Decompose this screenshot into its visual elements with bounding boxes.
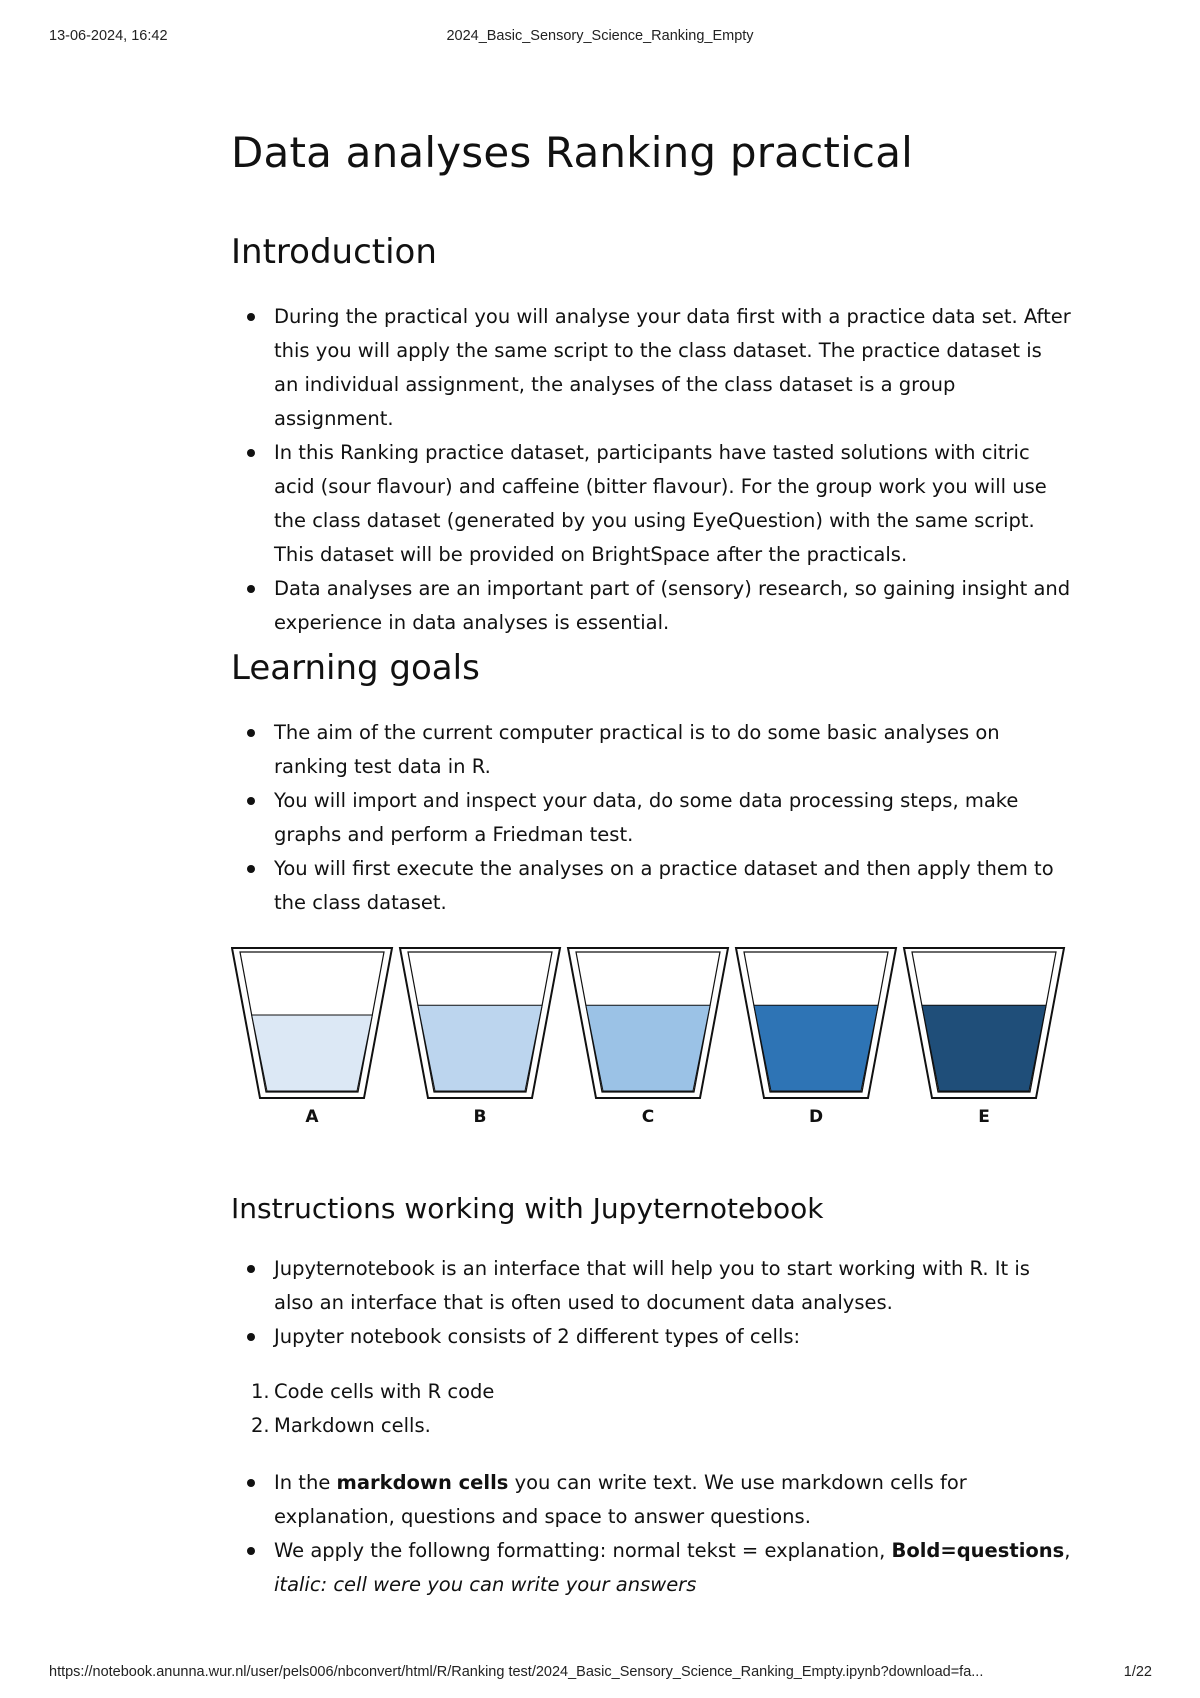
- cup-label: C: [641, 1107, 655, 1127]
- list-item: You will import and inspect your data, do some data processing steps, make graphs and perform a Friedman test.: [231, 784, 1071, 852]
- cup-liquid: [922, 1005, 1046, 1091]
- list-item: [231, 1409, 1071, 1443]
- page-number: 1/22: [1123, 1664, 1152, 1680]
- print-url: https://notebook.anunna.wur.nl/user/pels006/nbconvert/html/R/Ranking test/2024_Basic_Sensory_Science_Ranking_Empty.ipynb?download=fa...: [49, 1664, 984, 1680]
- list-item: In this Ranking practice dataset, participants have tasted solutions with citric acid (sour flavour) and caffeine (bitter flavour). For the group work you will use the class dataset (generated by you using EyeQuestion) with the same script. This dataset will be provided on BrightSpace after the practicals.: [231, 436, 1071, 572]
- cell-types-list: [231, 1375, 1071, 1443]
- cup-label: B: [473, 1107, 487, 1127]
- list-item: [231, 1466, 1071, 1534]
- list-item-text: Code cells with R code: [274, 1380, 495, 1403]
- list-number: 2.: [251, 1414, 270, 1437]
- introduction-heading: Introduction: [231, 232, 437, 272]
- list-item-text: Markdown cells.: [274, 1414, 431, 1437]
- page-title: Data analyses Ranking practical: [231, 128, 914, 177]
- cup-b: [400, 948, 560, 1127]
- cup-c: [568, 948, 728, 1127]
- cup-liquid: [418, 1005, 542, 1091]
- introduction-list: [231, 300, 1071, 640]
- formatting-list: [231, 1466, 1071, 1602]
- markdown-bold-text: markdown cells: [336, 1471, 509, 1494]
- cup-liquid: [754, 1005, 878, 1091]
- print-document-title: 2024_Basic_Sensory_Science_Ranking_Empty: [446, 28, 754, 44]
- cup-label: E: [978, 1107, 990, 1127]
- list-item: [231, 1534, 1071, 1602]
- print-header: [0, 28, 1200, 52]
- instructions-list: [231, 1252, 1071, 1354]
- instructions-heading: Instructions working with Jupyternotebook: [231, 1192, 824, 1225]
- list-item: Jupyternotebook is an interface that will help you to start working with R. It is also an interface that is often used to document data analyses.: [231, 1252, 1071, 1320]
- list-item: The aim of the current computer practical is to do some basic analyses on ranking test data in R.: [231, 716, 1071, 784]
- markdown-text-before: In the: [274, 1471, 337, 1494]
- list-item: During the practical you will analyse your data first with a practice data set. After this you will apply the same script to the class dataset. The practice dataset is an individual assignment, the analyses of the class dataset is a group assignment.: [231, 300, 1071, 436]
- cup-a: [232, 948, 392, 1127]
- learning-goals-list: [231, 716, 1071, 920]
- list-number: 1.: [251, 1380, 270, 1403]
- list-item: Data analyses are an important part of (sensory) research, so gaining insight and experience in data analyses is essential.: [231, 572, 1071, 640]
- formatting-comma: ,: [1064, 1539, 1071, 1562]
- cup-e: [904, 948, 1064, 1127]
- print-footer: [0, 1664, 1200, 1688]
- print-datetime: 13-06-2024, 16:42: [49, 28, 168, 44]
- cup-liquid: [252, 1015, 373, 1091]
- list-item: You will first execute the analyses on a practice dataset and then apply them to the class dataset.: [231, 852, 1071, 920]
- formatting-text-before: We apply the followng formatting: normal tekst = explanation,: [274, 1539, 892, 1562]
- list-item: [231, 1375, 1071, 1409]
- learning-goals-heading: Learning goals: [231, 648, 480, 688]
- cup-label: A: [305, 1107, 319, 1127]
- cups-illustration: [231, 940, 1071, 1130]
- markdown-text-after: you can write text. We use markdown cells for explanation, questions and space to answer questions.: [274, 1471, 967, 1528]
- formatting-bold-text: Bold=questions: [891, 1539, 1065, 1562]
- cup-liquid: [586, 1005, 710, 1091]
- cup-d: [736, 948, 896, 1127]
- formatting-italic-text: italic: cell were you can write your answers: [274, 1573, 697, 1596]
- ranking-cups-figure: [231, 940, 1071, 1130]
- list-item: Jupyter notebook consists of 2 different types of cells:: [231, 1320, 1071, 1354]
- cup-label: D: [808, 1107, 824, 1127]
